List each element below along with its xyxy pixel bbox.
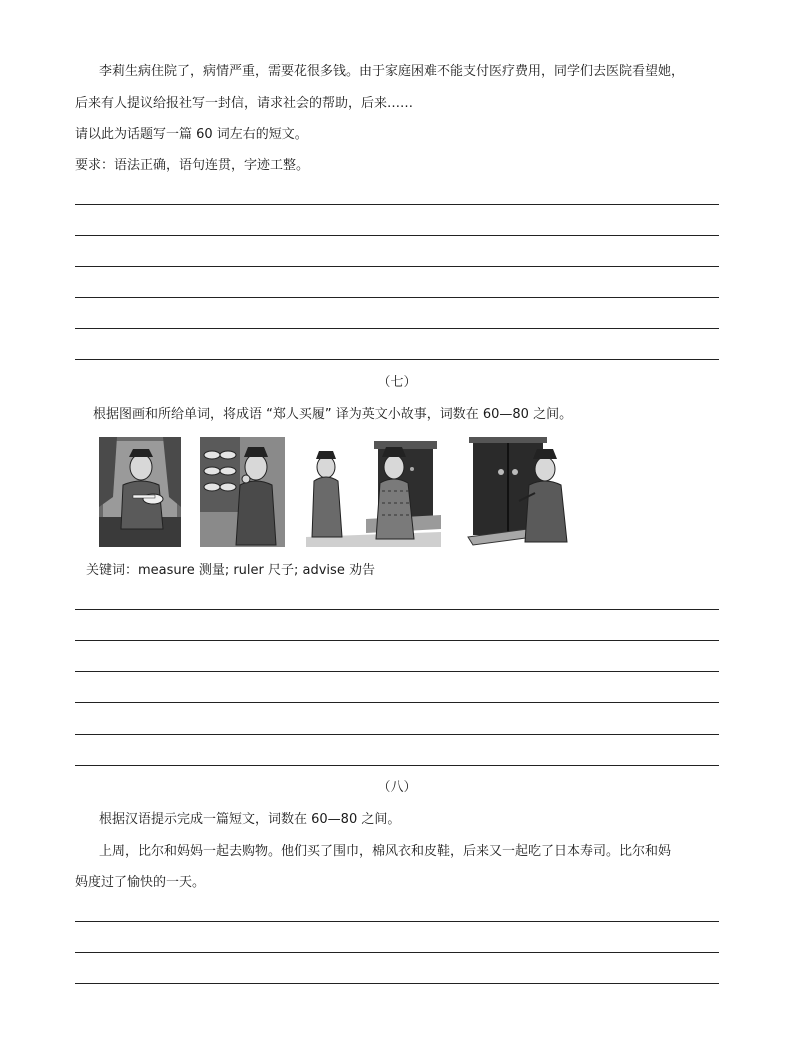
- writing-line[interactable]: [75, 266, 719, 267]
- writing-line[interactable]: [75, 921, 719, 922]
- section8-paragraph-line1: 上周，比尔和妈妈一起去购物。他们买了围巾，棉风衣和皮鞋，后来又一起吃了日本寿司。比尔和妈: [99, 844, 672, 859]
- writing-line[interactable]: [75, 952, 719, 953]
- section6-prompt: 请以此为话题写一篇 60 词左右的短文。: [75, 127, 308, 142]
- section7-heading: （七）: [377, 375, 417, 390]
- story-illustration-measuring-foot: [99, 437, 181, 547]
- writing-line[interactable]: [75, 702, 719, 703]
- section8-heading: （八）: [377, 780, 417, 795]
- writing-line[interactable]: [75, 297, 719, 298]
- writing-line[interactable]: [75, 671, 719, 672]
- section7-instruction: 根据图画和所给单词，将成语 “郑人买履” 译为英文小故事，词数在 60—80 之间。: [93, 407, 573, 422]
- writing-line[interactable]: [75, 640, 719, 641]
- writing-line[interactable]: [75, 765, 719, 766]
- writing-line[interactable]: [75, 328, 719, 329]
- writing-line[interactable]: [75, 204, 719, 205]
- story-illustration-closed-door: [463, 437, 578, 547]
- section6-paragraph-line1: 李莉生病住院了，病情严重，需要花很多钱。由于家庭困难不能支付医疗费用，同学们去医院看望她，: [99, 64, 685, 79]
- writing-line[interactable]: [75, 734, 719, 735]
- section7-keywords: 关键词：measure 测量; ruler 尺子; advise 劝告: [86, 563, 375, 578]
- section8-instruction: 根据汉语提示完成一篇短文，词数在 60—80 之间。: [99, 812, 401, 827]
- story-illustration-returning: [306, 437, 441, 547]
- writing-line[interactable]: [75, 983, 719, 984]
- section6-requirement: 要求：语法正确，语句连贯，字迹工整。: [75, 158, 310, 173]
- writing-line[interactable]: [75, 235, 719, 236]
- story-illustration-shoe-shop: [200, 437, 285, 547]
- section8-paragraph-line2: 妈度过了愉快的一天。: [75, 875, 206, 890]
- section6-paragraph-line2: 后来有人提议给报社写一封信，请求社会的帮助，后来……: [75, 96, 414, 111]
- writing-line[interactable]: [75, 609, 719, 610]
- writing-line[interactable]: [75, 359, 719, 360]
